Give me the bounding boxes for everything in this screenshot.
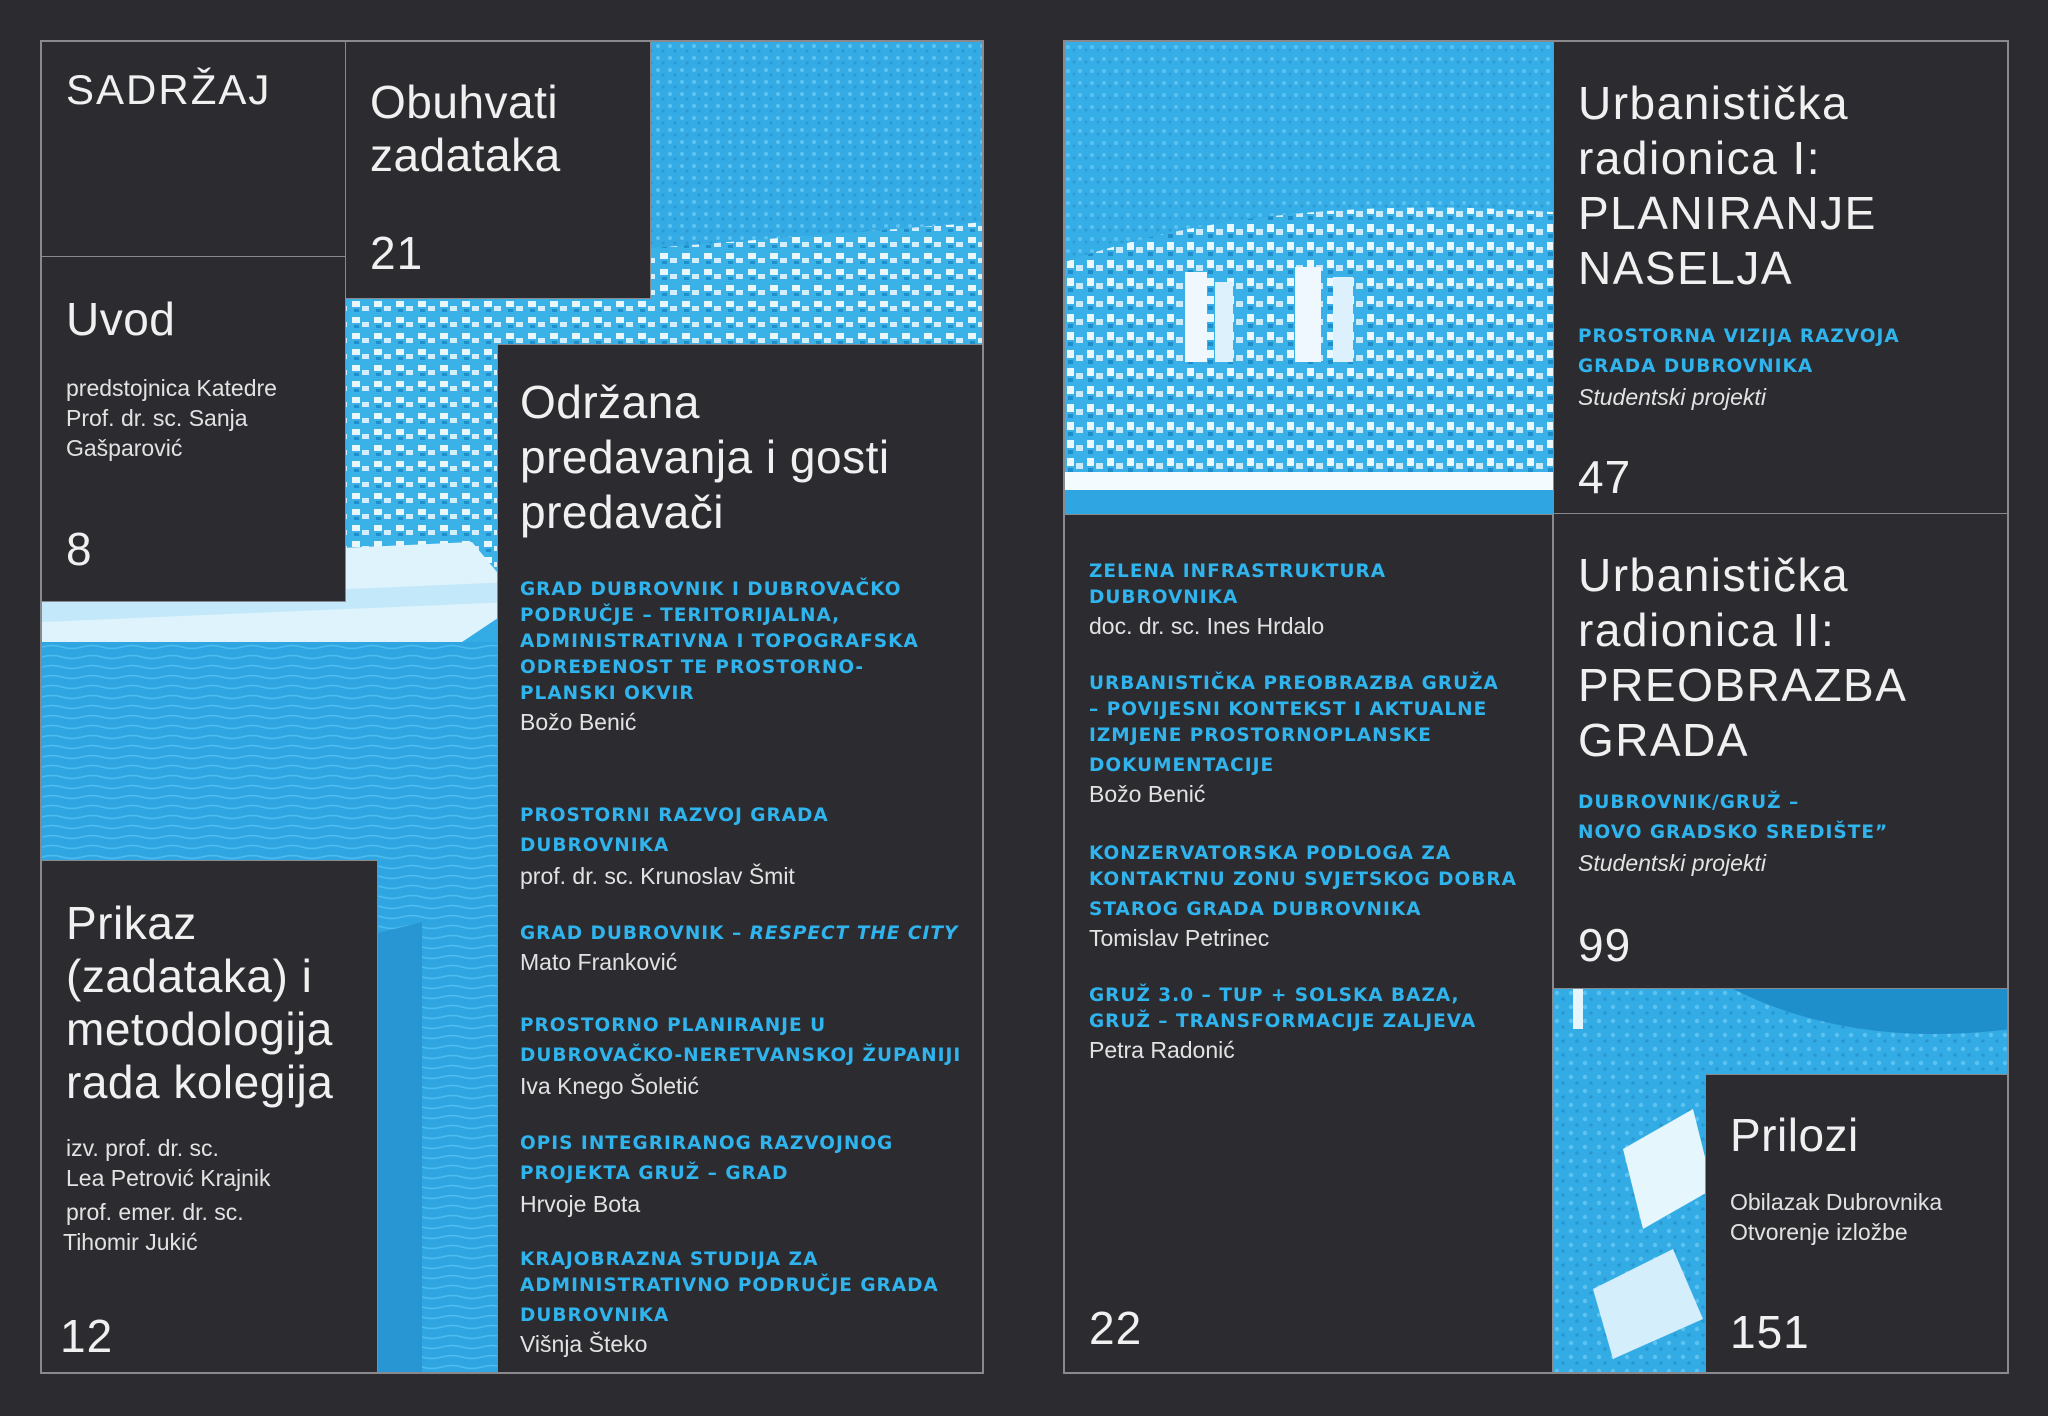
title-line: GRADA — [1578, 714, 1750, 766]
title-line: Urbanistička — [1578, 77, 1850, 129]
subtitle-line: PROSTORNA VIZIJA RAZVOJA — [1578, 326, 1900, 347]
title-line: PROJEKTA GRUŽ – GRAD — [520, 1163, 789, 1184]
workshop-subtitle — [1578, 322, 1900, 382]
title-line: OPIS INTEGRIRANOG RAZVOJNOG — [520, 1133, 894, 1154]
lecture-title — [1089, 983, 1476, 1035]
title-line: DUBROVNIKA — [520, 1305, 670, 1326]
title-line: GRAD DUBROVNIK I DUBROVAČKO — [520, 579, 902, 600]
section-details — [1730, 1187, 1942, 1247]
lecture-author: Božo Benić — [520, 709, 637, 735]
author-line: predstojnica Katedre — [66, 375, 277, 401]
lecture-author: Božo Benić — [1089, 781, 1206, 807]
page-number: 99 — [1578, 919, 1632, 971]
lecture-title — [520, 1247, 939, 1329]
lecture-author: Višnja Šteko — [520, 1331, 648, 1357]
title-line: Obuhvati — [370, 76, 559, 128]
section-author — [66, 373, 277, 463]
title-line: (zadataka) i — [66, 950, 313, 1002]
lecture-entry[interactable] — [1089, 983, 1476, 1065]
title-italic: RESPECT THE CITY — [749, 923, 959, 944]
title-line: Održana — [520, 376, 700, 428]
section-title — [1578, 76, 1877, 296]
title-line: PREOBRAZBA — [1578, 659, 1908, 711]
lecture-author: prof. dr. sc. Krunoslav Šmit — [520, 863, 795, 889]
section-radionica-1[interactable] — [1553, 42, 2009, 514]
lecture-entry[interactable] — [520, 1247, 939, 1359]
title-line: URBANISTIČKA PREOBRAZBA GRUŽA — [1089, 673, 1499, 694]
left-page — [40, 40, 984, 1374]
workshop-note: Studentski projekti — [1578, 384, 1766, 410]
section-lectures-continued — [1065, 514, 1553, 1374]
section-title — [370, 76, 561, 182]
title-line: PODRUČJE – TERITORIJALNA, — [520, 605, 841, 626]
author-line: Tihomir Jukić — [63, 1229, 198, 1255]
section-title — [520, 375, 890, 540]
section-title — [1578, 548, 1907, 768]
contents-heading: SADRŽAJ — [66, 66, 272, 113]
title-line: Urbanistička — [1578, 549, 1850, 601]
section-uvod[interactable] — [42, 257, 346, 602]
title-line: DUBROVAČKO-NERETVANSKOJ ŽUPANIJI — [520, 1045, 962, 1066]
title-line: GRUŽ 3.0 – TUP + SOLSKA BAZA, — [1089, 985, 1460, 1006]
lecture-title — [520, 1011, 961, 1071]
title-line: KONTAKTNU ZONU SVJETSKOG DOBRA — [1089, 869, 1517, 890]
title-line: GRUŽ – TRANSFORMACIJE ZALJEVA — [1089, 1011, 1477, 1032]
title-line: KONZERVATORSKA PODLOGA ZA — [1089, 843, 1452, 864]
contents-header-box — [42, 42, 346, 257]
lecture-title — [520, 577, 919, 707]
title-line: – POVIJESNI KONTEKST I AKTUALNE — [1089, 699, 1488, 720]
page-number: 8 — [66, 523, 93, 575]
right-page — [1063, 40, 2009, 1374]
page-number: 47 — [1578, 451, 1632, 503]
title-line: KRAJOBRAZNA STUDIJA ZA — [520, 1249, 819, 1270]
lecture-entry[interactable] — [520, 801, 829, 891]
title-line: PLANIRANJE — [1578, 187, 1877, 239]
author-line: izv. prof. dr. sc. — [66, 1135, 219, 1161]
author-line: Lea Petrović Krajnik — [66, 1165, 271, 1191]
title-line: predavanja i gosti — [520, 431, 890, 483]
page-number: 22 — [1089, 1302, 1143, 1354]
title-line: radionica II: — [1578, 604, 1836, 656]
lecture-author: doc. dr. sc. Ines Hrdalo — [1089, 613, 1325, 639]
detail-line: Obilazak Dubrovnika — [1730, 1189, 1943, 1215]
lecture-author: Mato Franković — [520, 949, 678, 975]
lecture-title — [520, 921, 958, 947]
title-line: zadataka — [370, 128, 561, 181]
page-number: 151 — [1730, 1306, 1810, 1358]
title-line: DUBROVNIKA — [520, 835, 670, 856]
title-line: STAROG GRADA DUBROVNIKA — [1089, 899, 1422, 920]
section-odrzana-predavanja — [497, 344, 984, 1374]
workshop-note: Studentski projekti — [1578, 850, 1766, 876]
lecture-title — [1089, 671, 1499, 779]
lecture-entry[interactable] — [520, 577, 919, 737]
title-line: ZELENA INFRASTRUKTURA — [1089, 561, 1387, 582]
title-line: rada kolegija — [66, 1056, 334, 1108]
title-line: IZMJENE PROSTORNOPLANSKE — [1089, 725, 1432, 746]
subtitle-line: GRADA DUBROVNIKA — [1578, 356, 1814, 377]
title-line: NASELJA — [1578, 242, 1794, 294]
title-line: radionica I: — [1578, 132, 1822, 184]
lecture-title — [520, 1129, 893, 1189]
title-line: PROSTORNO PLANIRANJE U — [520, 1015, 827, 1036]
lecture-author: Iva Knego Šoletić — [520, 1073, 700, 1099]
section-title: Uvod — [66, 293, 176, 345]
section-obuhvati[interactable] — [346, 42, 651, 299]
section-radionica-2[interactable] — [1553, 514, 2009, 989]
lecture-author: Petra Radonić — [1089, 1037, 1235, 1063]
title-line: PLANSKI OKVIR — [520, 683, 695, 704]
title-line: PROSTORNI RAZVOJ GRADA — [520, 805, 829, 826]
title-line: predavači — [520, 486, 724, 538]
workshop-subtitle — [1578, 788, 1888, 848]
lecture-author: Tomislav Petrinec — [1089, 925, 1270, 951]
title-line: DOKUMENTACIJE — [1089, 755, 1275, 776]
title-line: Prikaz — [66, 897, 197, 949]
aerial-photo-top — [1065, 42, 1553, 514]
lecture-title — [1089, 841, 1517, 923]
lecture-title — [1089, 559, 1386, 611]
subtitle-line: NOVO GRADSKO SREDIŠTE” — [1578, 822, 1889, 843]
section-prilozi[interactable] — [1705, 1074, 2009, 1374]
lecture-title — [520, 801, 829, 861]
lecture-entry[interactable] — [1089, 841, 1517, 953]
section-prikaz[interactable] — [42, 860, 378, 1374]
detail-line: Otvorenje izložbe — [1730, 1219, 1908, 1245]
lecture-entry[interactable] — [520, 921, 958, 977]
section-title: Prilozi — [1730, 1109, 1859, 1161]
page-number: 21 — [370, 227, 424, 279]
subtitle-line: DUBROVNIK/GRUŽ – — [1578, 792, 1800, 813]
lecture-entry[interactable] — [520, 1011, 961, 1101]
section-title — [66, 897, 333, 1109]
author-line: Prof. dr. sc. Sanja — [66, 405, 248, 431]
author-line: prof. emer. dr. sc. — [66, 1199, 244, 1225]
author-line: Gašparović — [66, 435, 183, 461]
title-line: DUBROVNIKA — [1089, 587, 1239, 608]
title-line: metodologija — [66, 1003, 333, 1055]
page-number: 12 — [60, 1310, 114, 1362]
lecture-author: Hrvoje Bota — [520, 1191, 641, 1217]
title-line: ODREĐENOST TE PROSTORNO- — [520, 657, 865, 678]
section-author — [63, 1133, 271, 1257]
title-prefix: GRAD DUBROVNIK – — [520, 923, 750, 944]
title-line: ADMINISTRATIVNA I TOPOGRAFSKA — [520, 631, 919, 652]
lecture-entry[interactable] — [1089, 559, 1386, 641]
title-line: ADMINISTRATIVNO PODRUČJE GRADA — [520, 1275, 939, 1296]
lecture-entry[interactable] — [520, 1129, 893, 1219]
lecture-entry[interactable] — [1089, 671, 1499, 809]
